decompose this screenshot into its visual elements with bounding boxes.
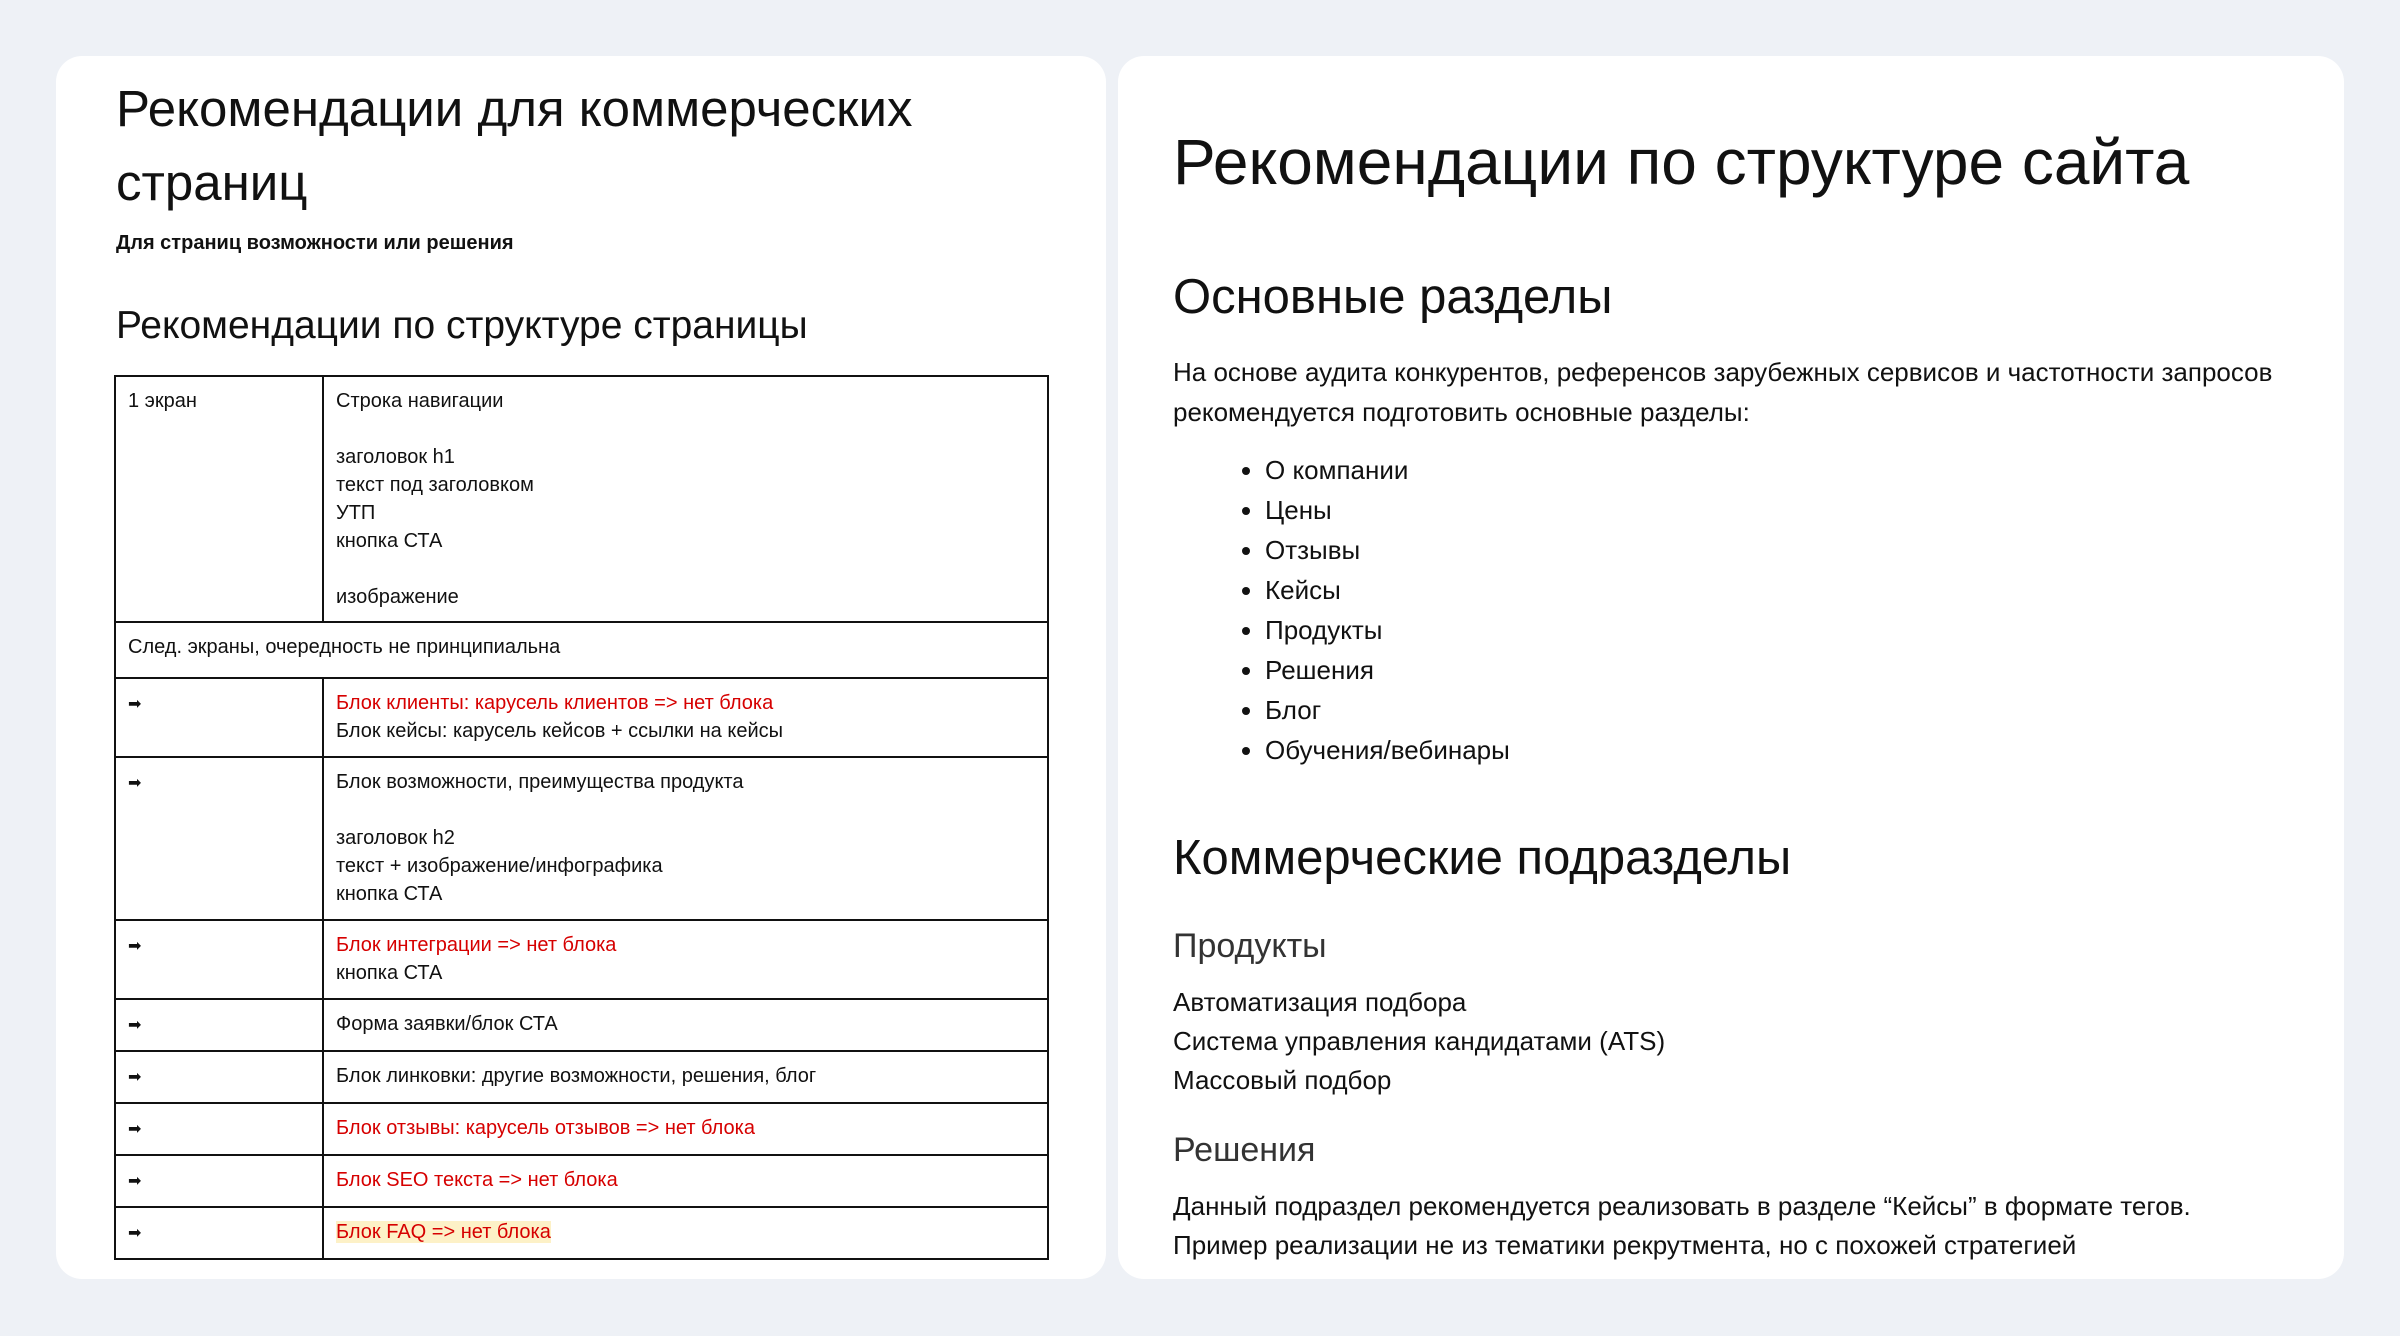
list-item: • Решения bbox=[1265, 650, 1510, 690]
main-sections-intro: На основе аудита конкурентов, референсов зарубежных сервисов и частотности запросов рекомендуется подготовить основные разделы: bbox=[1173, 357, 2273, 427]
arrow-icon: ➡ bbox=[115, 1155, 323, 1207]
arrow-icon: ➡ bbox=[115, 1051, 323, 1103]
solutions-heading: Решения bbox=[1173, 1131, 1316, 1169]
arrow-icon: ➡ bbox=[115, 1103, 323, 1155]
table-cell-red: Блок SEO текста => нет блока bbox=[323, 1155, 1048, 1207]
paragraph-line: Пример реализации не из тематики рекрутмента, но с похожей стратегией bbox=[1173, 1230, 2077, 1260]
left-card bbox=[56, 56, 1106, 1279]
arrow-icon: ➡ bbox=[115, 999, 323, 1051]
products-heading: Продукты bbox=[1173, 927, 1327, 965]
list-item: • О компании bbox=[1265, 450, 1510, 490]
cell-line-red: Блок интеграции => нет блока bbox=[336, 934, 617, 956]
table-cell-first-screen bbox=[323, 376, 1048, 622]
cell-line-red: Блок клиенты: карусель клиентов => нет блока bbox=[336, 692, 774, 714]
structure-heading: Рекомендации по структуре страницы bbox=[116, 304, 808, 347]
cell-line: текст под заголовком bbox=[336, 474, 534, 496]
table-row bbox=[115, 678, 1048, 757]
list-item: • Кейсы bbox=[1265, 570, 1510, 610]
paragraph-line: Данный подраздел рекомендуется реализовать в разделе “Кейсы” в формате тегов. bbox=[1173, 1191, 2191, 1221]
table-cell-next-screens: След. экраны, очередность не принципиальна bbox=[115, 622, 1048, 678]
main-sections-heading: Основные разделы bbox=[1173, 270, 1613, 324]
structure-table bbox=[114, 375, 1049, 1260]
table-row bbox=[115, 622, 1048, 678]
table-row bbox=[115, 1051, 1048, 1103]
list-item: • Продукты bbox=[1265, 610, 1510, 650]
cell-line: кнопка СТА bbox=[336, 962, 443, 984]
cell-line: Блок возможности, преимущества продукта bbox=[336, 771, 744, 793]
cell-line: кнопка СТА bbox=[336, 530, 443, 552]
cell-line: заголовок h1 bbox=[336, 446, 455, 468]
table-cell bbox=[323, 920, 1048, 999]
table-cell-red: Блок отзывы: карусель отзывов => нет блока bbox=[323, 1103, 1048, 1155]
list-item: • Обучения/вебинары bbox=[1265, 730, 1510, 770]
right-card bbox=[1118, 56, 2344, 1279]
table-cell bbox=[323, 1207, 1048, 1259]
arrow-icon: ➡ bbox=[115, 920, 323, 999]
cell-line: кнопка СТА bbox=[336, 883, 443, 905]
commercial-heading: Коммерческие подразделы bbox=[1173, 831, 1792, 885]
table-row bbox=[115, 757, 1048, 920]
list-item: Массовый подбор bbox=[1173, 1065, 1392, 1095]
arrow-icon: ➡ bbox=[115, 757, 323, 920]
table-cell bbox=[323, 678, 1048, 757]
arrow-icon: ➡ bbox=[115, 1207, 323, 1259]
solutions-text bbox=[1173, 1187, 2191, 1265]
highlighted-text: Блок FAQ => нет блока bbox=[336, 1221, 551, 1243]
main-sections-list bbox=[1173, 450, 1510, 770]
table-row bbox=[115, 920, 1048, 999]
right-title: Рекомендации по структуре сайта bbox=[1173, 126, 2190, 198]
table-row bbox=[115, 999, 1048, 1051]
products-list bbox=[1173, 983, 1665, 1100]
list-item: Система управления кандидатами (ATS) bbox=[1173, 1026, 1666, 1056]
table-row bbox=[115, 1155, 1048, 1207]
list-item: • Отзывы bbox=[1265, 530, 1510, 570]
list-item: • Блог bbox=[1265, 690, 1510, 730]
table-cell: Блок линковки: другие возможности, решения, блог bbox=[323, 1051, 1048, 1103]
cell-line: заголовок h2 bbox=[336, 827, 455, 849]
list-item: • Цены bbox=[1265, 490, 1510, 530]
cell-line: УТП bbox=[336, 502, 376, 524]
cell-line: Строка навигации bbox=[336, 390, 504, 412]
table-row bbox=[115, 376, 1048, 622]
cell-line: текст + изображение/инфографика bbox=[336, 855, 663, 877]
left-title: Рекомендации для коммерческих страниц bbox=[116, 80, 913, 211]
list-item: Автоматизация подбора bbox=[1173, 987, 1467, 1017]
table-cell: Форма заявки/блок СТА bbox=[323, 999, 1048, 1051]
left-subtitle: Для страниц возможности или решения bbox=[116, 232, 514, 254]
cell-line: изображение bbox=[336, 586, 459, 608]
table-row bbox=[115, 1103, 1048, 1155]
table-cell bbox=[323, 757, 1048, 920]
table-cell-screen: 1 экран bbox=[115, 376, 323, 622]
cell-line: Блок кейсы: карусель кейсов + ссылки на кейсы bbox=[336, 720, 784, 742]
table-row bbox=[115, 1207, 1048, 1259]
arrow-icon: ➡ bbox=[115, 678, 323, 757]
